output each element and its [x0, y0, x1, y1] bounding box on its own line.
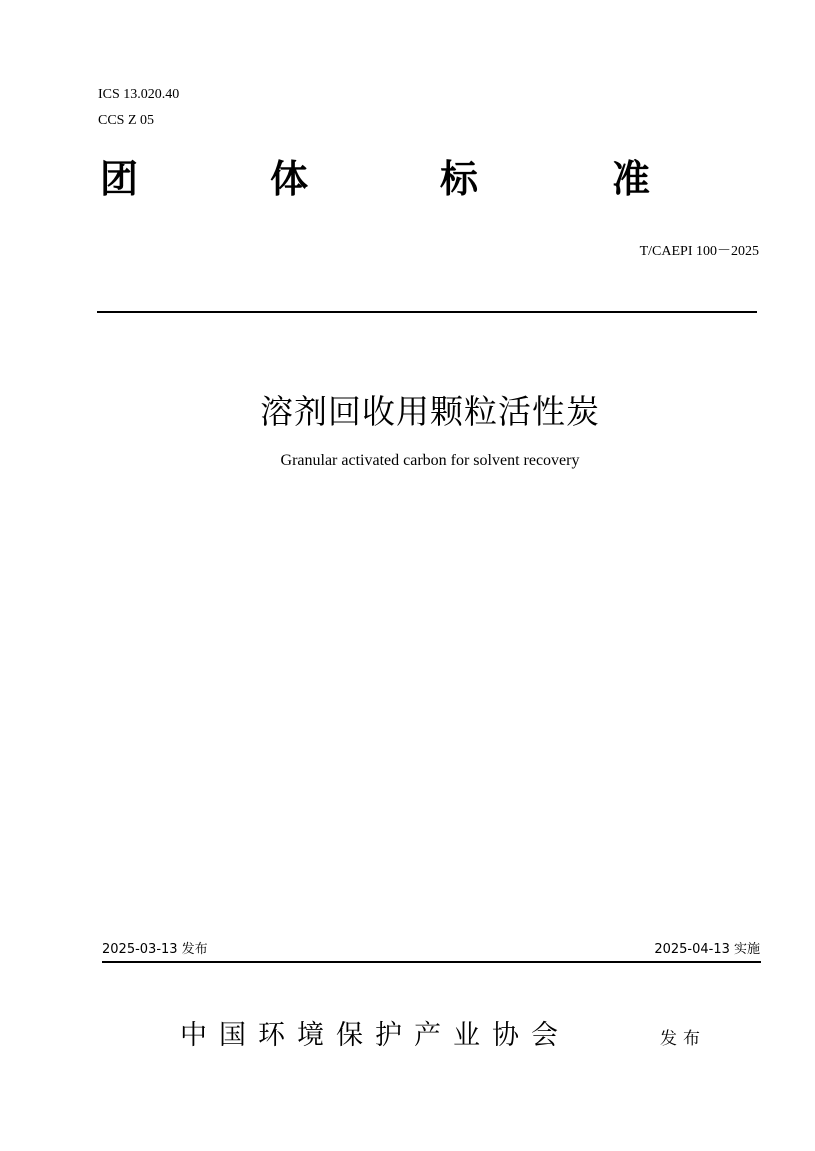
document-title-english: Granular activated carbon for solvent recovery — [280, 452, 580, 469]
implementation-date: 2025-04-13 实施 — [654, 942, 760, 957]
standard-type-char-1: 团 — [100, 157, 139, 201]
bottom-divider — [102, 961, 761, 963]
standard-type-char-4: 准 — [612, 157, 651, 201]
ics-code: ICS 13.020.40 — [98, 87, 180, 102]
standard-type-char-3: 标 — [440, 157, 479, 201]
publish-date: 2025-03-13 发布 — [102, 942, 208, 957]
ccs-code: CCS Z 05 — [98, 113, 155, 128]
top-divider — [97, 311, 757, 313]
issued-label: 发布 — [660, 1029, 706, 1049]
standard-number: T/CAEPI 100－2025 — [639, 244, 759, 259]
issuing-organization: 中国环境保护产业协会 — [180, 1020, 570, 1051]
standard-type-char-2: 体 — [270, 157, 309, 201]
document-title-chinese: 溶剂回收用颗粒活性炭 — [260, 392, 600, 431]
